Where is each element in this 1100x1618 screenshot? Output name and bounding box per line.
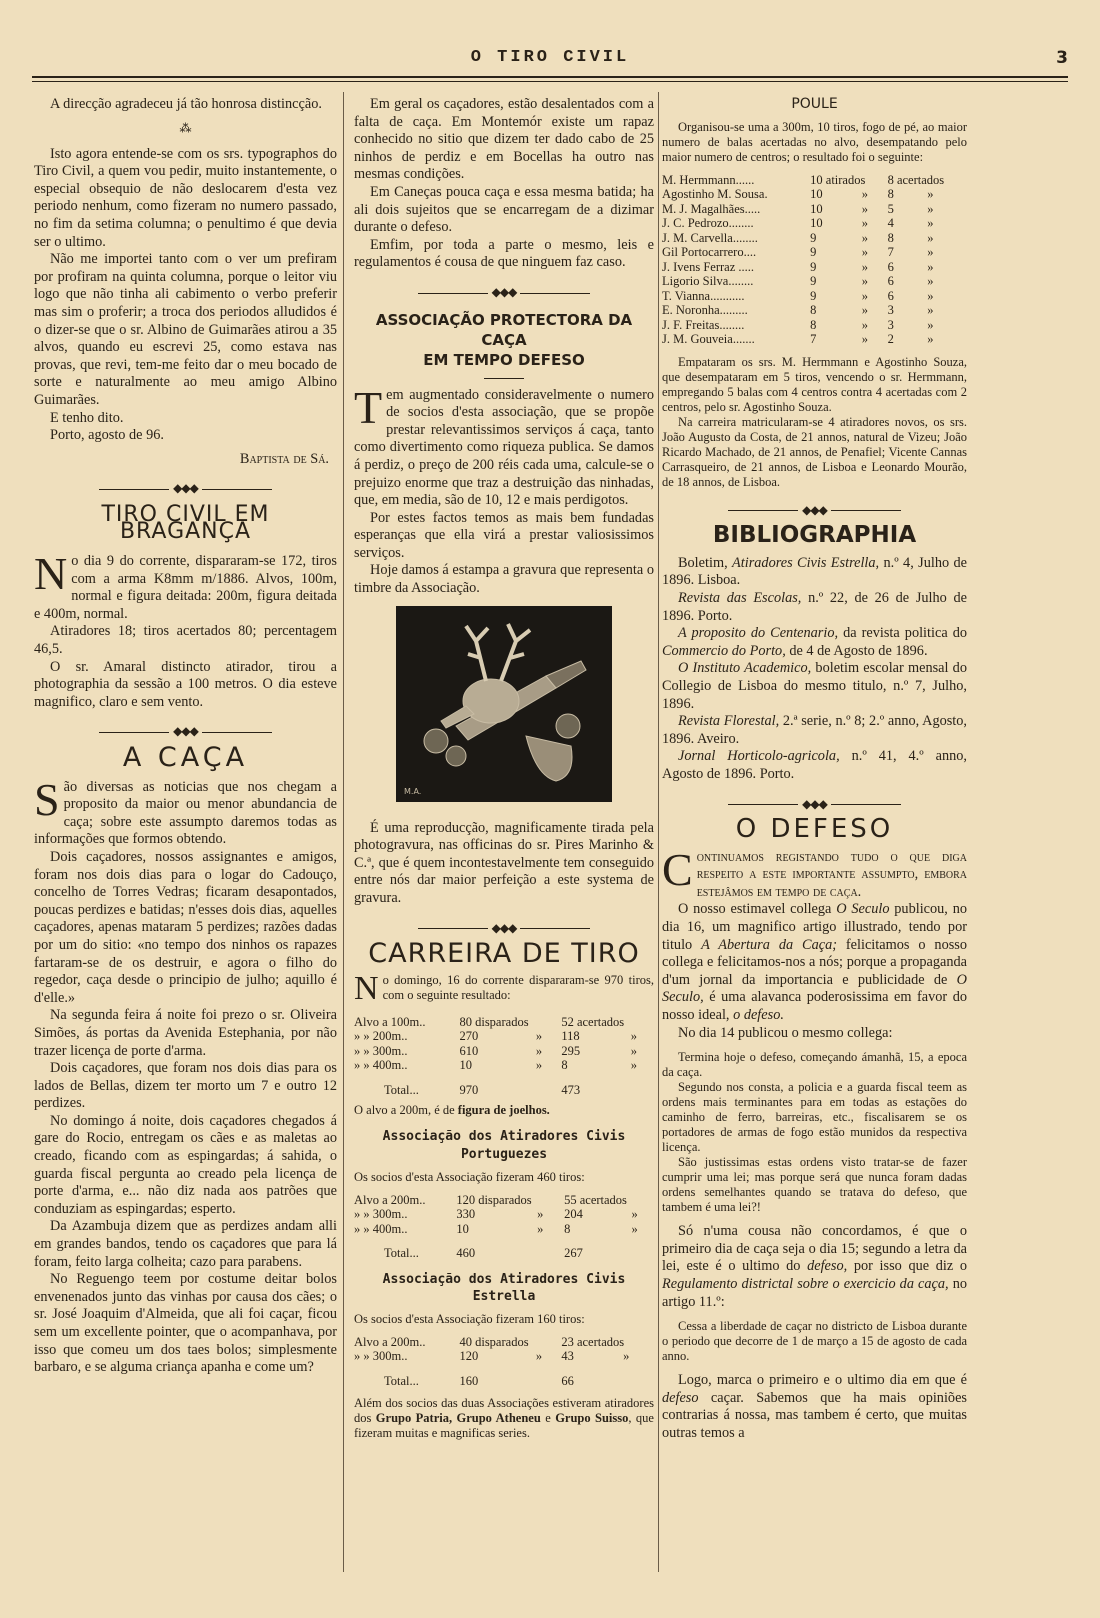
table-row: Alvo a 200m.. 120 disparados 55 acertados [354, 1192, 627, 1207]
table-row: » » 300m.. 330 » 204 » [354, 1207, 638, 1221]
poule-results-table [662, 173, 967, 347]
ornament-divider: ◆◆◆ [34, 723, 337, 741]
paragraph: Tem augmentado consideravelmente o numero de socios d'esta associação, que se propõe prestar relevantissimos serviços á caça, tanto como divertimento como riqueza publica. Se damos á perdiz, o preço de 200 réis cada uma, calcule-se o prejuizo enorme que traz a destruição das ninhadas, que, em media, são de 10, 12 e mais perdigotos. [354, 381, 654, 509]
table-total-row: Total... 160 66 [384, 1373, 574, 1388]
drop-cap: S [34, 773, 60, 825]
paragraph: Atiradores 18; tiros acertados 80; percentagem 46,5. [34, 623, 337, 658]
paragraph: Emfim, por toda a parte o mesmo, leis e regulamentos é cousa de que ninguem faz caso. [354, 236, 654, 271]
article-title-caca: A CAÇA [122, 742, 249, 773]
paragraph: Dois caçadores, nossos assignantes e amigos, foram nos dois dias para o logar do Cadouço, concelho de Torres Vedras; ficaram desapontados, poucas perdizes e batidas; n'esses dois dias, aquelles caçadores, apenas mataram 5 perdizes; razões dadas por um do sitio: «no tempo dos ninhos os rapazes fartaram-se de os destruir, e agora o filho do regedor, caça desde o principio de julho; aquillo é d'elle.» [34, 848, 337, 1006]
article-title-defeso: O DEFESO [735, 814, 894, 845]
table-row: J. F. Freitas........ 8 » 3 » [662, 317, 934, 332]
newspaper-title: O TIRO CIVIL [470, 48, 630, 67]
header-rule-thin [32, 81, 1068, 82]
paragraph: Hoje damos á estampa a gravura que representa o timbre da Associação. [354, 562, 654, 597]
paragraph: O sr. Amaral distincto atirador, tirou a photographia da sessão a 100 metros. O dia esteve magnifico, claro e sem vento. [34, 658, 337, 710]
drop-cap: T [354, 381, 383, 433]
table-row: J. M. Gouveia....... 7 » 2 » [662, 332, 934, 347]
asterism: ⁂ [179, 120, 192, 135]
paragraph: No dia 9 do corrente, dispararam-se 172, tiros com a arma K8mm m/1886. Alvos, 100m, normal e figura deitada: 200m, figura deitada e 400m, normal. [34, 548, 337, 622]
paragraph: Dois caçadores, que foram nos dois dias para os lados de Bellas, dizem ter morto um 7 e outro 12 perdizes. [34, 1060, 337, 1112]
paragraph: O alvo a 200m, é de figura de joelhos. [354, 1103, 550, 1118]
paragraph: No dia 14 publicou o mesmo collega: [678, 1024, 893, 1041]
ornament-divider: ◆◆◆ [354, 920, 654, 938]
table-row: » » 400m.. 10 » 8 » [354, 1058, 638, 1073]
table-total-row: Total... 460 267 [384, 1246, 583, 1260]
paragraph: No domingo á noite, dois caçadores chegados á gare do Rocio, entregam os cães e as maletas ao creado, ficando com as espingardas; á sahida, o guarda fiscal pergunta ao creado pela licença de porte d'arma, e... não diz nada aos patrões que conduziam as espingardas; esperto. [34, 1112, 337, 1217]
subheading-portuguezes: Associação dos Atiradores Civis Portuguezes [382, 1129, 626, 1162]
paragraph: É uma reproducção, magnificamente tirada pela photogravura, nas officinas do sr. Pires Marinho & C.ª, que é quem incontestavelmente tem conseguido entre nós dar maior perfeição a este systema de gravura. [354, 819, 654, 907]
column-divider [658, 92, 659, 1572]
table-row: Gil Portocarrero.... 9 » 7 » [662, 245, 934, 260]
paragraph: Só n'uma cousa não concordamos, é que o primeiro dia de caça seja o dia 15; segundo a letra da lei, este é o ultimo do defeso, por isso que diz o Regulamento districtal sobre o exercicio da caça, no artigo 11.º: [662, 1223, 967, 1310]
table-row: » » 400m.. 10 » 8 » [354, 1221, 638, 1236]
results-table-portuguezes [354, 1193, 654, 1261]
deer-head-emblem [396, 606, 612, 802]
table-row: J. C. Pedrozo........ 10 » 4 » [662, 216, 934, 231]
association-emblem-image [396, 606, 612, 802]
table-row: Alvo a 200m.. 40 disparados 23 acertados [354, 1334, 625, 1349]
column-divider [343, 92, 344, 1572]
paragraph: Além dos socios das duas Associações estiveram atiradores dos Grupo Patria, Grupo Atheneu e Grupo Suisso, que fizeram muitas e magnificas series. [354, 1396, 654, 1441]
paragraph: Na carreira matricularam-se 4 atiradores novos, os srs. João Augusto da Costa, de 21 annos, natural de Vizeu; João Ricardo Machado, de 21 annos, de Penafiel; Vicente Cannas Carrasqueiro, de 21 annos, de Lisboa e Leonardo Mourão, de 18 annos, de Lisboa. [662, 414, 967, 489]
drop-cap: N [34, 548, 68, 600]
table-row: M. Hermmann...... 10 atirados 8 acertados [662, 172, 945, 187]
paragraph: Não me importei tanto com o ver um prefiram por profiram na quinta columna, porque o leitor viu logo que não tinha ali cabimento o verbo preferir mas sim o proferir; a troca dos periodos alludidos é o dizer-se que o sr. Albino de Guimarães atirou a 35 alvos, quando eu escrevi 25, como estava nas provas, que revi, tem-me feito dar o meu bocado de sorte e naturalmente ao meu amigo Albino Guimarães. [34, 251, 337, 408]
bibliography-entry: Jornal Horticolo-agricola, n.º 41, 4.º anno, Agosto de 1896. Porto. [662, 748, 967, 782]
bibliography-entry: Revista das Escolas, n.º 22, de 26 de Julho de 1896. Porto. [662, 589, 967, 624]
paragraph: No Reguengo teem por costume deitar bolos envenenados junto das vinhas por causa dos cães; o sr. José Joaquim d'Almeida, que ali foi caçar, ficou sem um excellente pointer, que o acompanhava, por isso que comeu um dos taes bolos; simplesmente barbaro, e se alguma criança apanha e come um? [34, 1271, 337, 1376]
table-row: E. Noronha......... 8 » 3 » [662, 303, 934, 318]
table-row: Agostinho M. Sousa. 10 » 8 » [662, 187, 934, 202]
paragraph: Empataram os srs. M. Hermmann e Agostinho Souza, que desempataram em 5 tiros, vencendo o sr. Hermmann, empregando 5 balas com 4 centros contra 4 acertadas com 2 centros, pelo sr. Agostinho Souza. [662, 354, 967, 414]
column-1 [34, 96, 337, 1377]
column-2 [354, 96, 654, 1441]
paragraph: Isto agora entende-se com os srs. typographos do Tiro Civil, a quem vou pedir, muito instantemente, o especial obsequio de não deslocarem d'esta vez periodo nenhum, como fizeram no numero passado, no fim da setima columna; o penultimo é que devia ser o ultimo. [34, 145, 337, 250]
quotation: Termina hoje o defeso, começando ámanhã, 15, a epoca da caça. Segundo nos consta, a policia e a guarda fiscal teem as ordens mais terminantes para em todas as estações do caminho de ferro, barreiras, etc., fiscalisarem se os portadores de armas de fogo estão munidos da respectiva licença. São justissimas estas ordens visto tratar-se de fazer cumprir uma lei; mas porque será que nunca foram dadas ordens semelhantes quando se tratava do defeso, que tambem é uma lei?! [662, 1050, 967, 1215]
short-rule [484, 378, 524, 379]
results-table-carreira [354, 1015, 654, 1098]
paragraph: Por estes factos temos as mais bem fundadas esperanças que ella virá a prestar valiosissimos serviços. [354, 509, 654, 561]
paragraph: Porto, agosto de 96. [50, 427, 164, 444]
paragraph: Na segunda feira á noite foi prezo o sr. Oliveira Simões, ás portas da Avenida Estephania, por não trazer licença de porte d'arma. [34, 1007, 337, 1059]
page-number: 3 [1056, 48, 1068, 68]
paragraph: Os socios d'esta Associação fizeram 160 tiros: [354, 1311, 585, 1326]
paragraph: Os socios d'esta Associação fizeram 460 tiros: [354, 1169, 585, 1184]
paragraph: Continuamos registando tudo o que diga respeito a este importante assumpto, embora estejâmos em tempo de caça. [662, 843, 967, 900]
table-row: J. Ivens Ferraz ..... 9 » 6 » [662, 259, 934, 274]
bibliography-entry: A proposito do Centenario, da revista politica do Commercio do Porto, de 4 de Agosto de 1896. [662, 625, 967, 659]
drop-cap: C [662, 843, 693, 895]
ornament-divider: ◆◆◆ [662, 502, 967, 520]
results-table-estrella [354, 1335, 654, 1389]
table-row: Ligorio Silva........ 9 » 6 » [662, 274, 934, 289]
paragraph: A direcção agradeceu já tão honrosa distincção. [50, 96, 322, 112]
page-header [32, 48, 1068, 88]
paragraph: E tenho dito. [50, 409, 124, 426]
ornament-divider: ◆◆◆ [34, 480, 337, 498]
paragraph: São diversas as noticias que nos chegam a proposito da maior ou menor abundancia de caça; sobre este assumpto daremos todas as informações que formos obtendo. [34, 773, 337, 848]
header-rule [32, 76, 1068, 78]
paragraph: Organisou-se uma a 300m, 10 tiros, fogo de pé, ao maior numero de balas acertadas no alvo, desempatando pelo maior numero de centros; o resultado foi o seguinte: [662, 119, 967, 164]
paragraph: Logo, marca o primeiro e o ultimo dia em que é defeso caçar. Sabemos que ha mais opiniões contrarias á nossa, mas tambem é certo, que muitas outras temos a [662, 1372, 967, 1441]
table-row: T. Vianna........... 9 » 6 » [662, 288, 934, 303]
paragraph: No domingo, 16 do corrente dispararam-se 970 tiros, com o seguinte resultado: [354, 969, 654, 1007]
table-total-row: Total... 970 473 [384, 1082, 581, 1097]
table-row: Alvo a 100m.. 80 disparados 52 acertados [354, 1014, 625, 1029]
article-title-carreira: CARREIRA DE TIRO [368, 938, 640, 970]
bibliography-entry: Revista Florestal, 2.ª serie, n.º 8; 2.º anno, Agosto, 1896. Aveiro. [662, 713, 967, 747]
paragraph: Em geral os caçadores, estão desalentados com a falta de caça. Em Montemór existe um rapaz conhecido no sitio que dizem ter dado cabo de 25 ninhos de perdiz e em Bocellas ha outro nas mesmas condições. [354, 96, 654, 183]
table-row: M. J. Magalhães..... 10 » 5 » [662, 201, 934, 216]
table-row: J. M. Carvella........ 9 » 8 » [662, 230, 934, 245]
article-title-poule: POULE [791, 96, 838, 112]
table-row: » » 300m.. 120 » 43 » [354, 1349, 630, 1364]
quotation: Cessa a liberdade de caçar no districto de Lisboa durante o periodo que decorre de 1 de março a 15 de agosto de cada anno. [662, 1319, 967, 1364]
paragraph: Da Azambuja dizem que as perdizes andam alli em grandes bandos, tendo os caçadores que para lá foram, feito larga colheita; cazo para parabens. [34, 1218, 337, 1270]
paragraph: Em Caneças pouca caça e essa mesma batida; ha ali dois sujeitos que se encarregam de a dizimar durante o defeso. [354, 183, 654, 236]
subheading-estrella: Associação dos Atiradores Civis Estrella [382, 1271, 626, 1305]
image-signature: M.A. [404, 786, 422, 796]
signature: Baptista de Sá. [239, 450, 329, 467]
bibliography-entry: O Instituto Academico, boletim escolar mensal do Collegio de Lisboa do mesmo titulo, n.º 7, Julho, 1896. [662, 660, 967, 712]
table-row: » » 300m.. 610 » 295 » [354, 1043, 638, 1058]
article-title-associacao: ASSOCIAÇÃO PROTECTORA DA CAÇA EM TEMPO DEFESO [375, 310, 633, 369]
table-row: » » 200m.. 270 » 118 » [354, 1029, 638, 1044]
bibliography-entry: Boletim, Atiradores Civis Estrella, n.º 4, Julho de 1896. Lisboa. [662, 554, 967, 589]
ornament-divider: ◆◆◆ [354, 284, 654, 302]
column-3 [662, 96, 967, 1443]
ornament-divider: ◆◆◆ [662, 796, 967, 814]
paragraph: O nosso estimavel collega O Seculo publicou, no dia 16, um magnifico artigo illustrado, tendo por titulo A Abertura da Caça; felicitamos o nosso collega e felicitamos-nos a nós; porque a propaganda d'um jornal da importancia e publicidade de O Seculo, é uma alavanca poderosissima em favor do nosso ideal, o defeso. [662, 901, 967, 1024]
drop-cap: N [354, 969, 379, 1007]
article-title-bibliographia: BIBLIOGRAPHIA [712, 522, 917, 549]
article-title-braganca: TIRO CIVIL EM BRAGANÇA [101, 501, 270, 545]
